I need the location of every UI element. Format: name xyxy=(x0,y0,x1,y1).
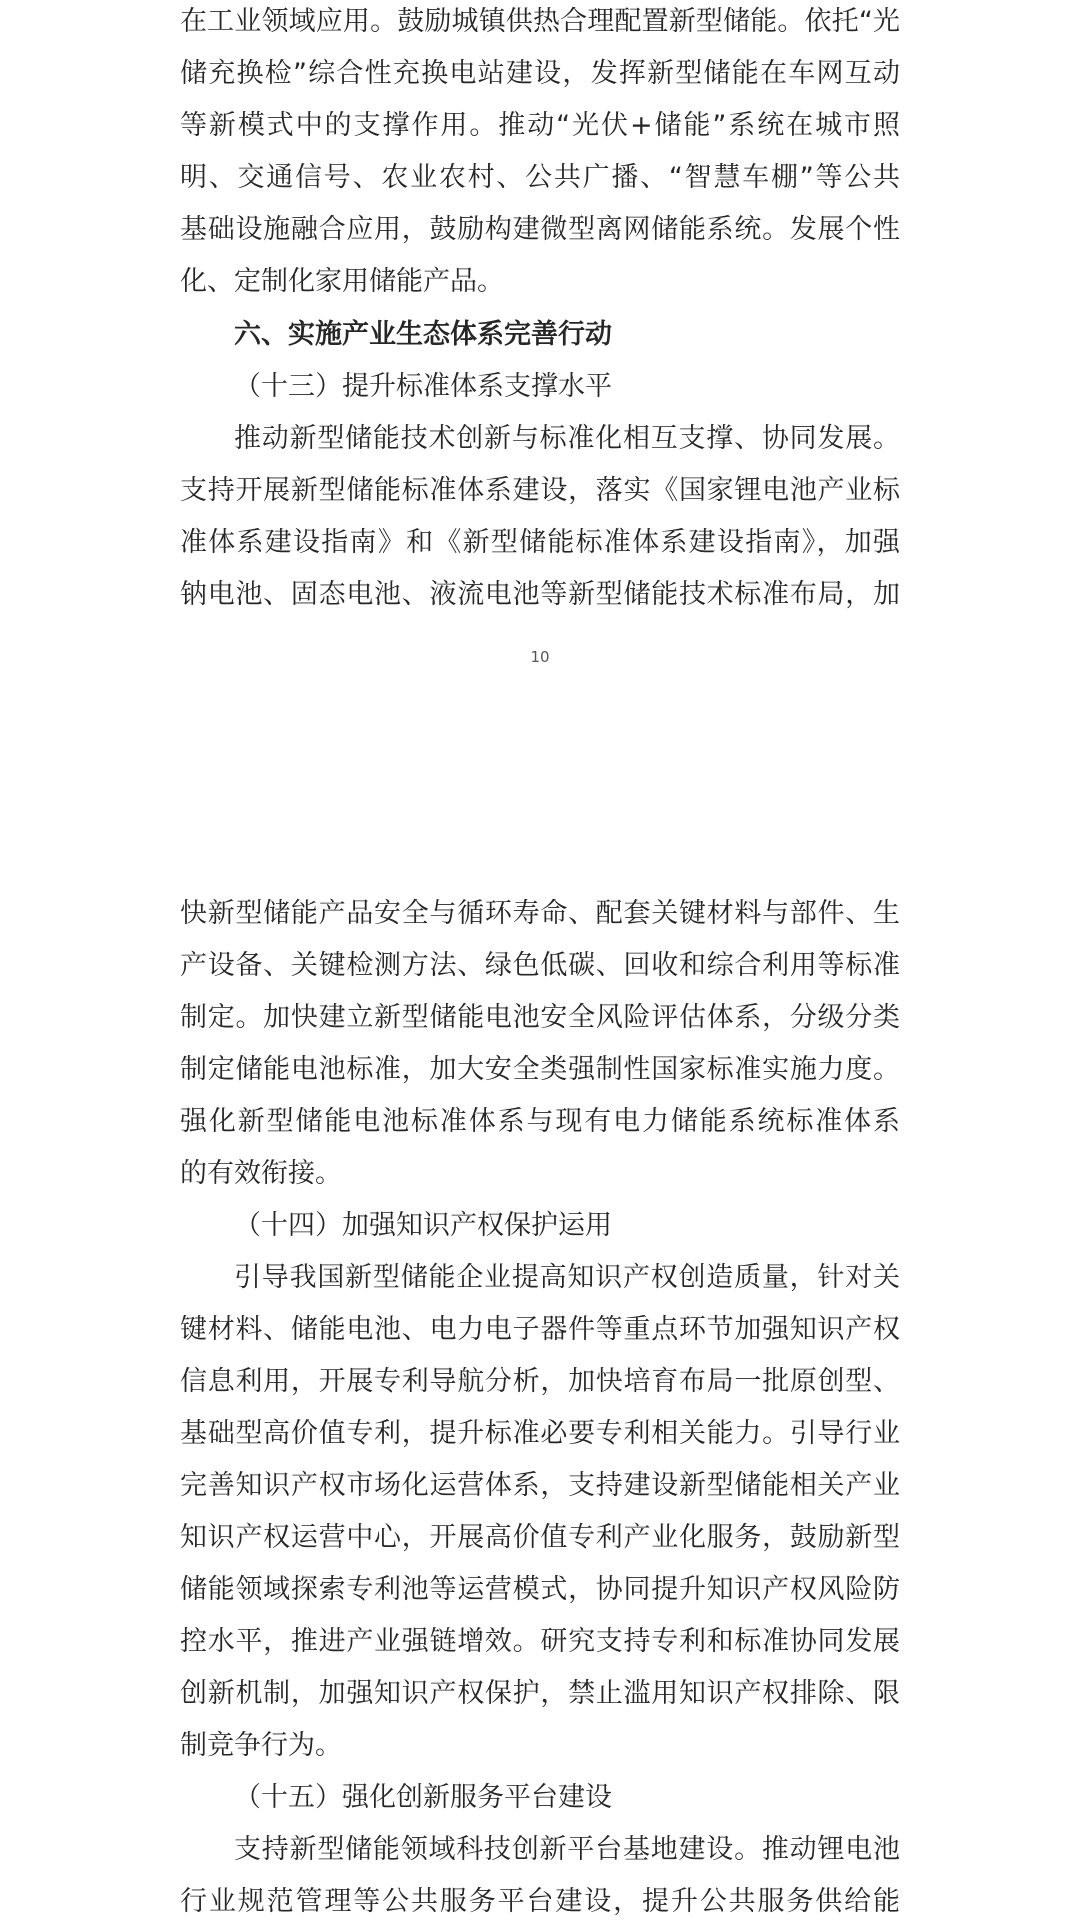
body-text-line: 基础型高价值专利，提升标准必要专利相关能力。引导行业 xyxy=(180,1418,900,1449)
body-text-line: 基础设施融合应用，鼓励构建微型离网储能系统。发展个性 xyxy=(180,214,900,245)
body-text-line: 准体系建设指南》和《新型储能标准体系建设指南》，加强 xyxy=(180,527,900,558)
subsection-heading-13: （十三）提升标准体系支撑水平 xyxy=(234,371,612,402)
subsection-heading-15: （十五）强化创新服务平台建设 xyxy=(234,1782,612,1813)
body-text-line: 推动新型储能技术创新与标准化相互支撑、协同发展。 xyxy=(234,423,900,454)
body-text-line: 制竞争行为。 xyxy=(180,1730,342,1761)
body-text-line: 知识产权运营中心，开展高价值专利产业化服务，鼓励新型 xyxy=(180,1522,900,1553)
body-text-line: 行业规范管理等公共服务平台建设，提升公共服务供给能 xyxy=(180,1886,900,1917)
body-text-line: 创新机制，加强知识产权保护，禁止滥用知识产权排除、限 xyxy=(180,1678,900,1709)
page-number: 10 xyxy=(530,648,550,666)
body-text-line: 的有效衔接。 xyxy=(180,1158,342,1189)
body-text-line: 钠电池、固态电池、液流电池等新型储能技术标准布局，加 xyxy=(180,579,900,610)
body-text-line: 支持开展新型储能标准体系建设，落实《国家锂电池产业标 xyxy=(180,475,900,506)
body-text-line: 在工业领域应用。鼓励城镇供热合理配置新型储能。依托“光 xyxy=(180,6,900,37)
body-text-line: 化、定制化家用储能产品。 xyxy=(180,266,504,297)
body-text-line: 快新型储能产品安全与循环寿命、配套关键材料与部件、生 xyxy=(180,898,900,929)
body-text-line: 引导我国新型储能企业提高知识产权创造质量，针对关 xyxy=(234,1262,900,1293)
body-text-line: 控水平，推进产业强链增效。研究支持专利和标准协同发展 xyxy=(180,1626,900,1657)
body-text-line: 强化新型储能电池标准体系与现有电力储能系统标准体系 xyxy=(180,1106,900,1137)
body-text-line: 制定。加快建立新型储能电池安全风险评估体系，分级分类 xyxy=(180,1002,900,1033)
body-text-line: 产设备、关键检测方法、绿色低碳、回收和综合利用等标准 xyxy=(180,950,900,981)
body-text-line: 信息利用，开展专利导航分析，加快培育布局一批原创型、 xyxy=(180,1366,900,1397)
section-heading: 六、实施产业生态体系完善行动 xyxy=(234,319,612,350)
body-text-line: 等新模式中的支撑作用。推动“光伏+储能”系统在城市照 xyxy=(180,110,900,141)
body-text-line: 完善知识产权市场化运营体系，支持建设新型储能相关产业 xyxy=(180,1470,900,1501)
body-text-line: 键材料、储能电池、电力电子器件等重点环节加强知识产权 xyxy=(180,1314,900,1345)
body-text-line: 储能领域探索专利池等运营模式，协同提升知识产权风险防 xyxy=(180,1574,900,1605)
body-text-line: 明、交通信号、农业农村、公共广播、“智慧车棚”等公共 xyxy=(180,162,900,193)
body-text-line: 储充换检”综合性充换电站建设，发挥新型储能在车网互动 xyxy=(180,58,900,89)
body-text-line: 制定储能电池标准，加大安全类强制性国家标准实施力度。 xyxy=(180,1054,900,1085)
body-text-line: 支持新型储能领域科技创新平台基地建设。推动锂电池 xyxy=(234,1834,900,1865)
subsection-heading-14: （十四）加强知识产权保护运用 xyxy=(234,1210,612,1241)
